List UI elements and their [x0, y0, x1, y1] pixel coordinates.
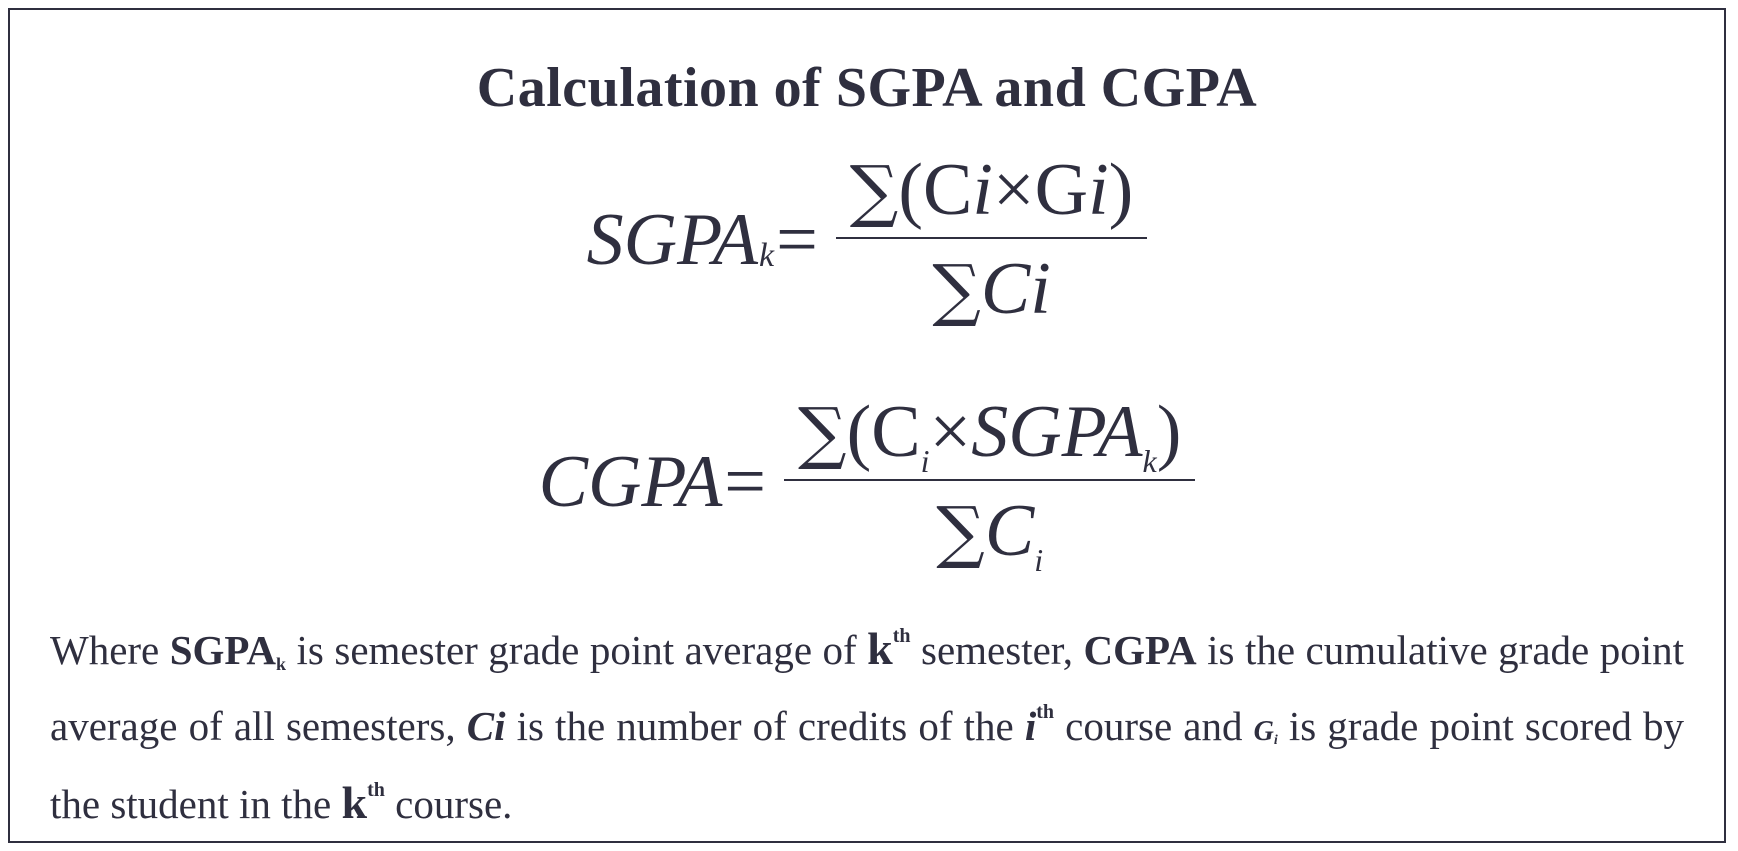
- times-sign: ×: [929, 390, 972, 473]
- sgpa-fraction: [836, 150, 1148, 331]
- desc-th: th: [367, 779, 385, 801]
- sum-symbol: ∑: [798, 393, 847, 473]
- desc-th: th: [892, 625, 911, 647]
- desc-ci-term: Ci: [466, 703, 506, 749]
- sum-symbol: ∑: [849, 151, 899, 231]
- cgpa-numerator: [784, 392, 1195, 479]
- desc-i: i: [1024, 703, 1037, 749]
- sgpa-lhs: [587, 198, 836, 283]
- sum-symbol: ∑: [932, 251, 981, 330]
- credit-sum-term: Ci: [980, 248, 1051, 330]
- sgpa-numerator: [836, 150, 1148, 237]
- desc-text: is the cumulative grade point average of all semesters,: [50, 627, 1684, 749]
- cgpa-formula: [10, 382, 1724, 582]
- equals-sign: =: [724, 440, 767, 523]
- grade-symbol: G: [1034, 148, 1089, 231]
- sum-symbol: ∑: [936, 493, 985, 572]
- credit-index: i: [1034, 542, 1044, 578]
- sgpa-denominator: [836, 237, 1148, 330]
- desc-text: is semester grade point average of: [286, 627, 868, 673]
- equals-sign: =: [776, 198, 818, 281]
- desc-sgpa-subscript: k: [276, 654, 287, 674]
- desc-text: semester,: [910, 627, 1084, 673]
- desc-sgpa-term: SGPA: [169, 627, 277, 673]
- page-title: Calculation of SGPA and CGPA: [476, 57, 1258, 119]
- desc-text: course and: [1054, 703, 1254, 749]
- formula-description: [50, 618, 1684, 835]
- sgpa-subscript: k: [758, 237, 775, 274]
- sgpa-index: k: [1142, 442, 1157, 479]
- close-paren: ): [1156, 390, 1182, 473]
- grade-index: i: [1088, 148, 1109, 231]
- desc-g: G: [1253, 716, 1274, 747]
- desc-cgpa-term: CGPA: [1083, 627, 1197, 673]
- credit-symbol: C: [923, 148, 973, 231]
- credit-symbol: C: [984, 490, 1035, 572]
- cgpa-denominator: [784, 479, 1195, 578]
- open-paren: (: [898, 148, 923, 231]
- sgpa-formula: [10, 150, 1724, 330]
- open-paren: (: [846, 390, 872, 473]
- close-paren: ): [1108, 148, 1134, 231]
- cgpa-fraction: [784, 390, 1195, 578]
- desc-text: is grade point scored by the student in the: [50, 703, 1685, 827]
- desc-g-subscript: i: [1273, 733, 1278, 748]
- credit-symbol: C: [871, 390, 921, 473]
- desc-th: th: [1036, 701, 1055, 723]
- desc-text: Where: [50, 627, 170, 673]
- credit-index: i: [972, 148, 993, 231]
- times-sign: ×: [992, 148, 1035, 231]
- desc-k: k: [341, 777, 368, 828]
- sgpa-symbol: SGPA: [586, 198, 758, 281]
- desc-text: is the number of credits of the: [505, 703, 1025, 749]
- cgpa-lhs: [539, 440, 784, 525]
- formula-panel: [8, 8, 1726, 843]
- sgpa-term: SGPA: [971, 390, 1143, 473]
- desc-gi-term: [1254, 716, 1278, 747]
- credit-index: i: [920, 442, 930, 479]
- desc-k: k: [867, 623, 893, 674]
- desc-text: course.: [384, 781, 513, 827]
- cgpa-symbol: CGPA: [538, 440, 723, 523]
